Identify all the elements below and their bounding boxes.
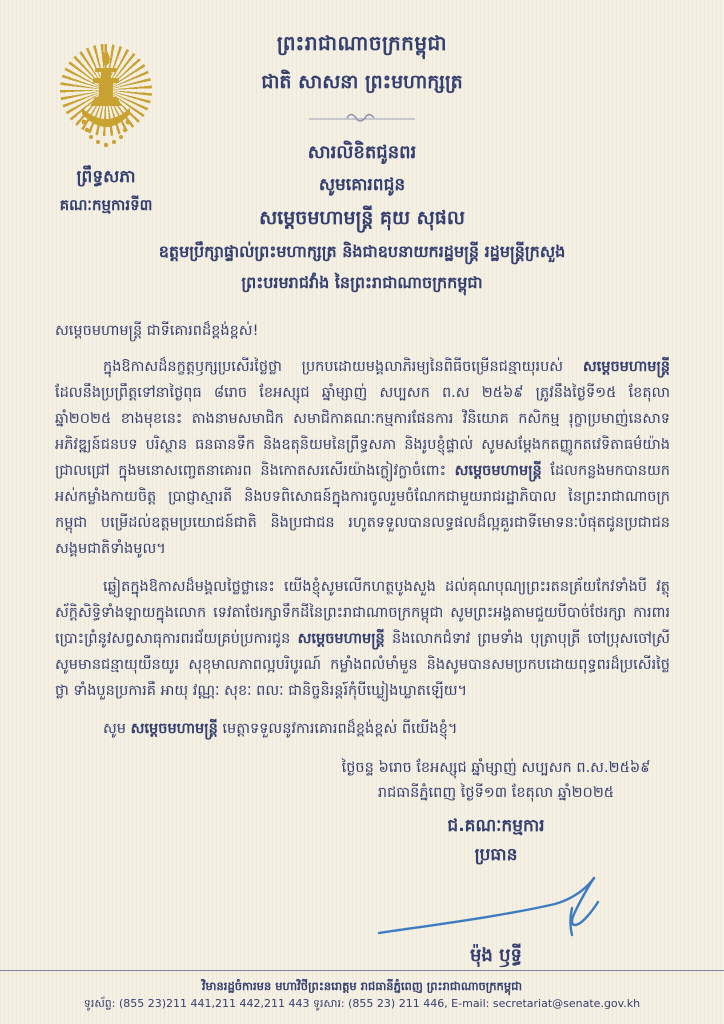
paragraph-2-text: ឆ្លៀតក្នុងឱកាសដ៏មង្គលថ្លៃថ្លានេះ យើងខ្ញុំសូមលើកហត្ថបូងសួង ដល់គុណបុណ្យព្រះរតនត្រ័យកែវទាំងបី វត្ថុស័ក្តិសិទ្ធិទាំងឡាយក្នុងលោក ទេវតាថែរក្សាទឹកដីនៃព្រះរាជាណាចក្រកម្ពុជា សូមព្រះអង្គតាមជួយបីបាច់ថែរក្សា ការពារ ប្រោះព្រំនូវសព្វសាធុការពរជ័យគ្រប់ប្រការជូន	[55, 579, 670, 647]
kingdom-title: ព្រះរាជាណាចក្រកម្ពុជា	[276, 31, 448, 55]
paragraph-1-text: ក្នុងឱកាសដ៏នក្ខត្តឫក្សប្រសើរថ្លៃថ្លា ប្រកបដោយមង្គលាភិរម្យនៃពិធីចម្រើនជន្មាយុរបស់	[103, 359, 583, 375]
letter-body	[55, 318, 670, 742]
senate-crest-block	[36, 46, 176, 218]
national-motto: ជាតិ សាសនា ព្រះមហាក្សត្រ	[261, 71, 463, 93]
respect-line: សូមគោរពជូន	[318, 175, 406, 195]
paragraph-2-text: និងលោកជំទាវ ព្រមទាំង បុត្រាបុត្រី ចៅប្រុសចៅស្រី សូមមានជន្មាយុយឺនយូរ សុខុមាលភាពល្អបរិបូរណ៍ កម្លាំងពលំមាំមួន និងសូមបានសមប្រកបដោយពុទ្ធពរដ៏ប្រសើរថ្លៃថ្លា ទាំងបួនប្រការគឺ អាយុ វណ្ណៈ សុខៈ ពលៈ ជានិច្ចនិរន្តរ៍កុំបីឃ្លៀងឃ្លាតឡើយ។	[55, 631, 670, 699]
recipient-role-line-2: ព្រះបរមរាជវាំង នៃព្រះរាជាណាចក្រកម្ពុជា	[241, 273, 483, 292]
recipient-role-line-1: ឧត្តមប្រឹក្សាផ្ទាល់ព្រះមហាក្សត្រ និងជាឧបនាយករដ្ឋមន្ត្រី រដ្ឋមន្ត្រីក្រសួង	[158, 242, 566, 261]
paragraph-1	[55, 354, 670, 562]
signature-block	[296, 756, 696, 970]
senate-label: ព្រឹទ្ធសភា	[76, 167, 136, 187]
paragraph-1-text: ដែលកន្លងមកបានយកអស់កម្លាំងកាយចិត្ត ប្រាជ្ញាស្មារតី និងបទពិសោធន៍ក្នុងការចូលរួមចំណែកជាមួយរាជរដ្ឋាភិបាល នៃព្រះរាជាណាចក្រកម្ពុជា បម្រើដល់ឧត្តមប្រយោជន៍ជាតិ និងប្រជាជន រហូតទទួលបានលទ្ធផលដ៏ល្អគួរជាទីមោទនៈបំផុតជូនប្រជាជន សង្គមជាតិទាំងមូល។	[55, 463, 670, 557]
gregorian-date-line: រាជធានីភ្នំពេញ ថ្ងៃទី១៣ ខែតុលា ឆ្នាំ២០២៥	[377, 785, 615, 801]
paragraph-1-text: ដែលនឹងប្រព្រឹត្តទៅនាថ្ងៃពុធ ៨រោច ខែអស្សុជ ឆ្នាំម្សាញ់ សប្បសក ព.ស ២៥៦៩ ត្រូវនឹងថ្ងៃទី១៥ ខែតុលា ឆ្នាំ២០២៥ ខាងមុខនេះ តាងនាមសមាជិក សមាជិកាគណៈកម្មការផែនការ វិនិយោគ កសិកម្ម រុក្ខាប្រមាញ់នេសាទ អភិវឌ្ឍន៍ជនបទ បរិស្ថាន ធនធានទឹក និងឧតុនិយមនៃព្រឹទ្ធសភា និងរូបខ្ញុំផ្ទាល់ សូមសម្តែងកតញ្ញូកតវេទិតាធម៌យ៉ាងជ្រាលជ្រៅ ក្នុងមនោសញ្ចេតនាគោរព និងកោតសរសើរយ៉ាងក្លៀវក្លាចំពោះ	[55, 385, 670, 479]
candle-pedestal-icon	[74, 48, 138, 160]
closing-text: សូម	[103, 721, 131, 737]
committee-label: គណៈកម្មការទី៣	[59, 196, 153, 214]
recipient-name: សម្តេចមហាមន្ត្រី គុយ សុផល	[259, 207, 465, 229]
document-type-title: សារលិខិតជូនពរ	[307, 142, 417, 163]
lunar-date-line: ថ្ងៃចន្ទ ៦រោច ខែអស្សុជ ឆ្នាំម្សាញ់ សប្បសក ព.ស.២៥៦៩	[341, 760, 651, 776]
closing-line	[55, 716, 670, 742]
page-footer	[0, 970, 724, 1024]
handwritten-signature-icon	[296, 871, 696, 943]
footer-address-line: វិមានរដ្ឋចំការមន មហាវិថីព្រះនរោត្តម រាជធានីភ្នំពេញ ព្រះរាជាណាចក្រកម្ពុជា	[201, 979, 523, 993]
on-behalf-of-committee: ជ.គណៈកម្មការ	[447, 816, 545, 836]
honorific-bold: សម្តេចមហាមន្ត្រី	[582, 359, 670, 375]
signer-name: ម៉ុង ឫទ្ធី	[470, 945, 522, 966]
honorific-bold: សម្តេចមហាមន្ត្រី	[297, 631, 385, 647]
motto-divider-ornament	[307, 112, 417, 124]
honorific-bold: សម្តេចមហាមន្ត្រី	[130, 721, 218, 737]
salutation-line: សម្តេចមហាមន្ត្រី ជាទីគោរពដ៏ខ្ពង់ខ្ពស់!	[55, 323, 259, 339]
closing-text: មេត្តាទទួលនូវការគោរពដ៏ខ្ពង់ខ្ពស់ ពីយើងខ្ញុំ។	[217, 721, 458, 737]
honorific-bold: សម្តេចមហាមន្ត្រី	[454, 463, 542, 479]
paragraph-2	[55, 574, 670, 704]
footer-contacts-line: ទូរស័ព្ទ: (855 23)211 441,211 442,211 443 ទូរសារ: (855 23) 211 446, E-mail: secretariat@senate.gov.kh	[83, 997, 641, 1010]
signer-role: ប្រធាន	[474, 845, 518, 865]
royal-senate-emblem-icon	[36, 46, 176, 164]
